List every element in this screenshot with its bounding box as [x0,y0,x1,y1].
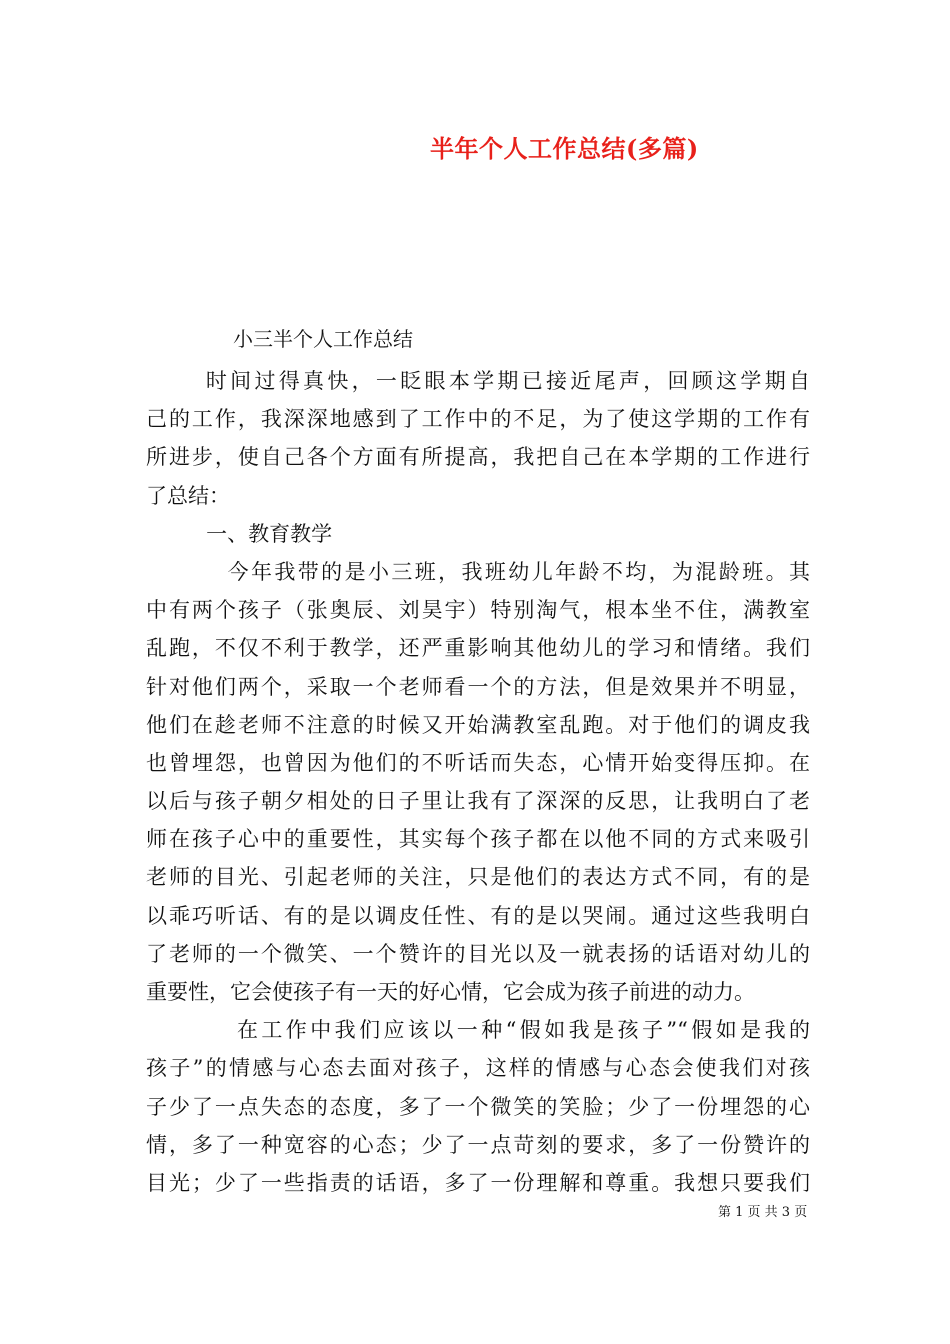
text-line: 孩子”的情感与心态去面对孩子，这样的情感与心态会使我们对孩 [146,1056,810,1081]
text-line: 今年我带的是小三班，我班幼儿年龄不均，为混龄班。其 [146,559,811,584]
section-subtitle: 小三半个人工作总结 [233,327,413,351]
text-line: 以乖巧听话、有的是以调皮任性、有的是以哭闹。通过这些我明白 [146,903,810,928]
text-line: 也曾埋怨，也曾因为他们的不听话而失态，心情开始变得压抑。在 [146,750,810,775]
text-line: 情，多了一种宽容的心态；少了一点苛刻的要求，多了一份赞许的 [146,1132,810,1157]
section-heading: 一、教育教学 [146,521,333,546]
text-line: 目光；少了一些指责的话语，多了一份理解和尊重。我想只要我们 [146,1170,810,1195]
text-line: 所进步，使自己各个方面有所提高，我把自己在本学期的工作进行 [146,445,810,470]
body-text [146,362,810,1202]
text-line: 在工作中我们应该以一种“假如我是孩子”“假如是我的 [146,1018,810,1043]
text-line: 中有两个孩子（张奥辰、刘昊宇）特别淘气，根本坐不住，满教室 [146,598,810,623]
text-line: 针对他们两个，采取一个老师看一个的方法，但是效果并不明显， [146,674,810,699]
text-line: 他们在趁老师不注意的时候又开始满教室乱跑。对于他们的调皮我 [146,712,810,737]
text-line: 了总结： [146,483,230,508]
text-line: 乱跑，不仅不利于教学，还严重影响其他幼儿的学习和情绪。我们 [146,636,810,661]
text-line: 师在孩子心中的重要性，其实每个孩子都在以他不同的方式来吸引 [146,827,810,852]
text-line: 以后与孩子朝夕相处的日子里让我有了深深的反思，让我明白了老 [146,789,810,814]
text-line: 老师的目光、引起老师的关注，只是他们的表达方式不同，有的是 [146,865,810,890]
text-line: 了老师的一个微笑、一个赞许的目光以及一就表扬的话语对幼儿的 [146,941,810,966]
text-line: 子少了一点失态的态度，多了一个微笑的笑脸；少了一份埋怨的心 [146,1094,810,1119]
text-line: 己的工作，我深深地感到了工作中的不足，为了使这学期的工作有 [146,407,810,432]
text-line: 时间过得真快，一眨眼本学期已接近尾声，回顾这学期自 [146,369,810,393]
page-number-footer: 第 1 页 共 3 页 [718,1205,808,1220]
text-line: 重要性，它会使孩子有一天的好心情，它会成为孩子前进的动力。 [146,980,755,1004]
document-title: 半年个人工作总结(多篇) [430,134,699,163]
